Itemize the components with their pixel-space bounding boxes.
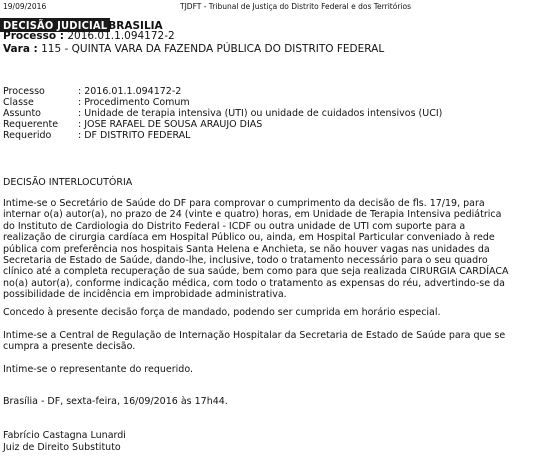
detail-row-classe — [3, 97, 442, 108]
paragraph-regulation — [3, 330, 506, 353]
detail-row-assunto — [3, 108, 442, 119]
court-division-value: 115 - QUINTA VARA DA FAZENDA PÚBLICA DO DISTRITO FEDERAL — [41, 43, 385, 55]
paragraph-mandate — [3, 307, 503, 318]
case-number-line — [3, 30, 175, 42]
detail-row-requerido — [3, 130, 442, 141]
detail-value: : Procedimento Comum — [78, 97, 190, 108]
text-line: possibilidade de incidência em improbidade administrativa. — [3, 289, 287, 301]
print-date: 19/09/2016 — [3, 2, 47, 11]
text-line: pública com preferência nos hospitais Santa Helena e Anchieta, se não houver vagas nas unidades da — [3, 243, 490, 255]
detail-label: Assunto — [3, 108, 41, 119]
detail-label: Requerido — [3, 130, 52, 141]
text-line: do Instituto de Cardiologia do Distrito Federal - ICDF ou outra unidade de UTI com suporte para a — [3, 220, 466, 232]
text-line: no(a) autor(a), conforme indicação médica, com todo o tratamento as expensas do réu, advertindo-se da — [3, 277, 505, 289]
paragraph-order — [3, 198, 509, 301]
case-number-value: 2016.01.1.094172-2 — [67, 30, 175, 42]
banner-city: BRASILIA — [108, 20, 163, 32]
detail-value: : Unidade de terapia intensiva (UTI) ou unidade de cuidados intensivos (UCI) — [78, 108, 443, 119]
text-line: Intime-se a Central de Regulação de Internação Hospitalar da Secretaria de Estado de Saúde para que se — [3, 330, 506, 341]
text-line: Intime-se o Secretário de Saúde do DF para comprovar o cumprimento da decisão de fls. 17/19, para — [3, 198, 485, 209]
text-line: Concedo à presente decisão força de mandado, podendo ser cumprida em horário especial. — [3, 307, 441, 318]
dateline: Brasília - DF, sexta-feira, 16/09/2016 às 17h44. — [3, 396, 228, 407]
paragraph-notify-defendant — [3, 364, 503, 375]
court-division-line — [3, 43, 384, 55]
court-header: TJDFT - Tribunal de Justiça do Distrito Federal e dos Territórios — [180, 2, 411, 11]
text-line: Secretaria de Estado de Saúde, dando-lhe, inclusive, todo o tratamento necessário para o seu quadro — [3, 255, 488, 267]
decision-title: DECISÃO INTERLOCUTÓRIA — [3, 177, 133, 188]
case-number-label: Processo : — [3, 30, 65, 42]
decision-stamp: DECISÃO JUDICIAL — [0, 18, 110, 32]
signature-title: Juiz de Direito Substituto — [3, 442, 121, 453]
detail-label: Processo — [3, 86, 45, 97]
detail-value: : JOSE RAFAEL DE SOUSA ARAUJO DIAS — [78, 119, 263, 130]
text-line: internar o(a) autor(a), no prazo de 24 (vinte e quatro) horas, em Unidade de Terapia Intensiva pediátrica — [3, 209, 502, 221]
court-division-label: Vara : — [3, 43, 38, 55]
text-line: realização de cirurgia cardíaca em Hospital Público ou, ainda, em Hospital Particular conveniado à rede — [3, 232, 495, 244]
detail-row-processo — [3, 86, 442, 97]
detail-value: : DF DISTRITO FEDERAL — [78, 130, 191, 141]
detail-label: Requerente — [3, 119, 59, 130]
detail-label: Classe — [3, 97, 34, 108]
text-line: cumpra a presente decisão. — [3, 341, 136, 353]
case-details — [3, 86, 442, 141]
detail-value: : 2016.01.1.094172-2 — [78, 86, 182, 97]
signature-name: Fabrício Castagna Lunardi — [3, 430, 126, 441]
detail-row-requerente — [3, 119, 442, 130]
text-line: Intime-se o representante do requerido. — [3, 364, 193, 375]
text-line: clínico até a completa recuperação de sua saúde, bem como para que seja realizada CIRURGIA CARDÍACA — [3, 266, 509, 278]
